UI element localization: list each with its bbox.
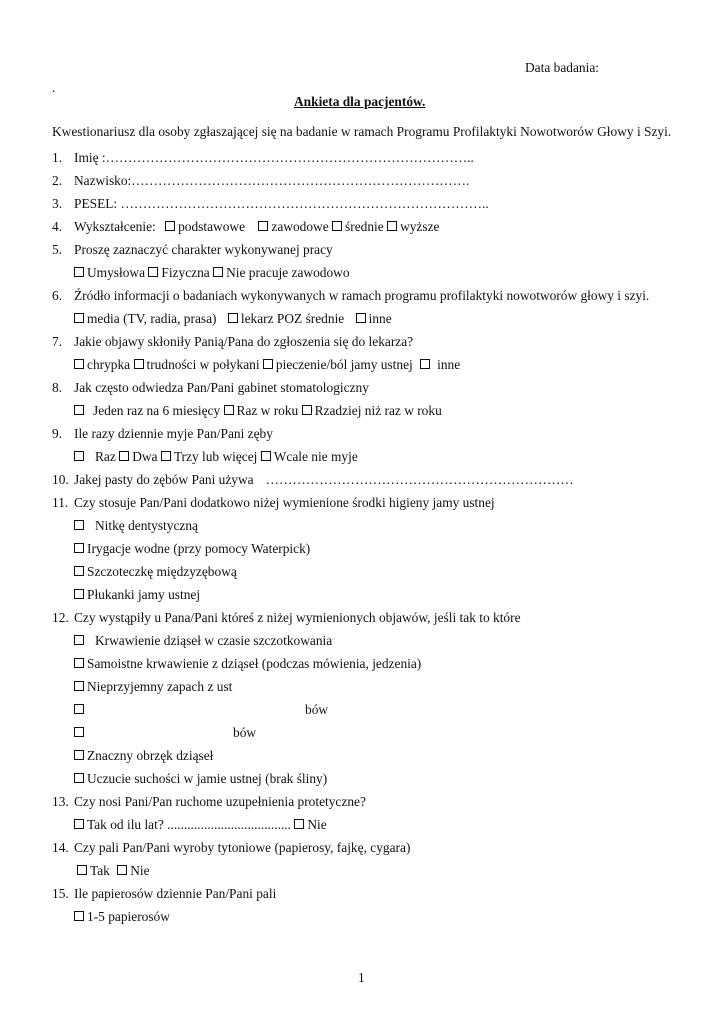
question-13 — [52, 794, 366, 810]
question-number: 8. — [52, 380, 63, 395]
q15-option — [74, 909, 170, 925]
option-label: Uczucie suchości w jamie ustnej (brak śliny) — [87, 771, 328, 786]
question-number: 10. — [52, 472, 69, 487]
checkbox[interactable] — [74, 819, 84, 829]
checkbox[interactable] — [74, 451, 84, 461]
page-number: 1 — [358, 970, 365, 985]
option-label: Nie — [307, 817, 327, 832]
question-text: Czy stosuje Pan/Pani dodatkowo niżej wymienione środki higieny jamy ustnej — [74, 495, 495, 510]
checkbox[interactable] — [294, 819, 304, 829]
checkbox[interactable] — [74, 681, 84, 691]
option-label: pieczenie/ból jamy ustnej — [275, 357, 413, 372]
question-15 — [52, 886, 276, 902]
checkbox[interactable] — [332, 221, 342, 231]
option-label: Tak od ilu lat? ..................................... — [87, 817, 291, 832]
option-label: Tak — [90, 863, 110, 878]
question-2 — [52, 173, 469, 189]
checkbox[interactable] — [74, 911, 84, 921]
question-text: Jakie objawy skłoniły Panią/Pana do zgłoszenia się do lekarza? — [74, 334, 414, 349]
checkbox[interactable] — [213, 267, 223, 277]
option-label: Rzadziej niż raz w roku — [314, 403, 442, 418]
question-number: 4. — [52, 219, 63, 234]
option-label: lekarz POZ średnie — [240, 311, 345, 326]
question-12 — [52, 610, 521, 626]
question-14 — [52, 840, 410, 856]
q14-options — [74, 863, 150, 879]
question-6 — [52, 288, 649, 304]
question-number: 6. — [52, 288, 63, 303]
checkbox[interactable] — [74, 313, 84, 323]
checkbox[interactable] — [134, 359, 144, 369]
option-label: bów — [305, 702, 329, 717]
checkbox[interactable] — [74, 543, 84, 553]
question-number: 3. — [52, 196, 63, 211]
q11-option — [74, 541, 310, 557]
first-name-field[interactable]: Imię :……………………………………………………………………….. — [74, 150, 474, 165]
page-title: Ankieta dla pacjentów. — [294, 94, 426, 109]
toothpaste-field[interactable]: …………………………………………………………… — [265, 472, 574, 487]
checkbox[interactable] — [74, 704, 84, 714]
question-number: 15. — [52, 886, 69, 901]
q8-options — [74, 403, 442, 419]
option-label: 1-5 papierosów — [87, 909, 170, 924]
q5-options — [74, 265, 350, 281]
question-number: 11. — [52, 495, 69, 510]
checkbox[interactable] — [228, 313, 238, 323]
option-label: Irygacje wodne (przy pomocy Waterpick) — [87, 541, 311, 556]
question-7 — [52, 334, 413, 350]
question-text: Czy nosi Pani/Pan ruchome uzupełnienia protetyczne? — [74, 794, 366, 809]
question-11 — [52, 495, 495, 511]
question-number: 7. — [52, 334, 63, 349]
question-1 — [52, 150, 474, 166]
checkbox[interactable] — [74, 405, 84, 415]
option-label: Samoistne krwawienie z dziąseł (podczas mówienia, jedzenia) — [87, 656, 422, 671]
intro-text: Kwestionariusz dla osoby zgłaszającej się na badanie w ramach Programu Profilaktyki Nowotworów Głowy i Szyi. — [52, 124, 672, 139]
question-8 — [52, 380, 369, 396]
question-number: 9. — [52, 426, 63, 441]
question-number: 5. — [52, 242, 63, 257]
q12-option — [74, 633, 332, 649]
checkbox[interactable] — [356, 313, 366, 323]
question-text: Proszę zaznaczyć charakter wykonywanej pracy — [74, 242, 333, 257]
q11-option — [74, 564, 237, 580]
q11-option — [74, 518, 198, 534]
q12-option — [74, 679, 232, 695]
question-number: 13. — [52, 794, 69, 809]
checkbox[interactable] — [420, 359, 430, 369]
option-label: Nie — [130, 863, 150, 878]
checkbox[interactable] — [74, 520, 84, 530]
checkbox[interactable] — [74, 750, 84, 760]
checkbox[interactable] — [148, 267, 158, 277]
question-text: Czy pali Pan/Pani wyroby tytoniowe (papierosy, fajkę, cygara) — [74, 840, 411, 855]
question-text: Ile razy dziennie myje Pan/Pani zęby — [74, 426, 273, 441]
q11-option — [74, 587, 200, 603]
checkbox[interactable] — [74, 773, 84, 783]
question-text: Ile papierosów dziennie Pan/Pani pali — [74, 886, 277, 901]
checkbox[interactable] — [224, 405, 234, 415]
option-label: Krwawienie dziąseł w czasie szczotkowania — [95, 633, 333, 648]
q7-options — [74, 357, 460, 373]
checkbox[interactable] — [74, 359, 84, 369]
q9-options — [74, 449, 358, 465]
option-label: wyższe — [400, 219, 440, 234]
q6-options — [74, 311, 392, 327]
option-label: Wcale nie myje — [273, 449, 358, 464]
question-text: Jak często odwiedza Pan/Pani gabinet stomatologiczny — [74, 380, 369, 395]
checkbox[interactable] — [117, 865, 127, 875]
question-5 — [52, 242, 333, 258]
question-number: 1. — [52, 150, 63, 165]
checkbox[interactable] — [387, 221, 397, 231]
question-text: Czy wystąpiły u Pana/Pani któreś z niżej wymienionych objawów, jeśli tak to które — [74, 610, 521, 625]
date-label: Data badania: — [525, 60, 599, 75]
option-label: Jeden raz na 6 miesięcy — [93, 403, 221, 418]
option-label: podstawowe — [178, 219, 246, 234]
option-label: inne — [437, 357, 461, 372]
option-label: Dwa — [132, 449, 158, 464]
option-label: średnie — [345, 219, 384, 234]
question-10 — [52, 472, 574, 488]
question-9 — [52, 426, 273, 442]
q13-options — [74, 817, 327, 833]
option-label: zawodowe — [271, 219, 329, 234]
checkbox[interactable] — [161, 451, 171, 461]
option-label: Nie pracuje zawodowo — [226, 265, 350, 280]
option-label: Raz — [95, 449, 116, 464]
option-label: trudności w połykani — [146, 357, 260, 372]
option-label: Szczoteczkę międzyzębową — [87, 564, 237, 579]
question-3 — [52, 196, 489, 212]
question-number: 14. — [52, 840, 69, 855]
option-label: Nieprzyjemny zapach z ust — [87, 679, 233, 694]
checkbox[interactable] — [119, 451, 129, 461]
option-label: inne — [368, 311, 392, 326]
q12-option — [74, 771, 327, 787]
checkbox[interactable] — [77, 865, 87, 875]
checkbox[interactable] — [263, 359, 273, 369]
checkbox[interactable] — [165, 221, 175, 231]
checkbox[interactable] — [74, 727, 84, 737]
option-label: media (TV, radia, prasa) — [87, 311, 217, 326]
question-text: Jakej pasty do zębów Pani używa — [74, 472, 254, 487]
q12-option — [74, 702, 328, 718]
checkbox[interactable] — [74, 566, 84, 576]
checkbox[interactable] — [302, 405, 312, 415]
question-number: 2. — [52, 173, 63, 188]
last-name-field[interactable]: Nazwisko:…………………………………………………………………. — [74, 173, 470, 188]
option-label: chrypka — [87, 357, 131, 372]
pesel-field[interactable]: PESEL: ……………………………………………………………………….. — [74, 196, 489, 211]
question-4 — [52, 219, 439, 235]
q12-option — [74, 656, 421, 672]
option-label: Raz w roku — [236, 403, 299, 418]
checkbox[interactable] — [258, 221, 268, 231]
option-label: Trzy lub więcej — [173, 449, 258, 464]
checkbox[interactable] — [74, 589, 84, 599]
q12-option — [74, 748, 213, 764]
checkbox[interactable] — [74, 658, 84, 668]
stray-dot: . — [52, 80, 56, 95]
question-number: 12. — [52, 610, 69, 625]
checkbox[interactable] — [261, 451, 271, 461]
option-label: Fizyczna — [161, 265, 210, 280]
option-label: Płukanki jamy ustnej — [87, 587, 201, 602]
option-label: Znaczny obrzęk dziąseł — [87, 748, 214, 763]
checkbox[interactable] — [74, 267, 84, 277]
option-label: Nitkę dentystyczną — [95, 518, 198, 533]
checkbox[interactable] — [74, 635, 84, 645]
option-label: bów — [233, 725, 257, 740]
question-text: Wykształcenie: — [74, 219, 156, 234]
question-text: Źródło informacji o badaniach wykonywanych w ramach programu profilaktyki nowotworów głowy i szyi. — [74, 288, 650, 303]
q12-option — [74, 725, 256, 741]
option-label: Umysłowa — [87, 265, 146, 280]
